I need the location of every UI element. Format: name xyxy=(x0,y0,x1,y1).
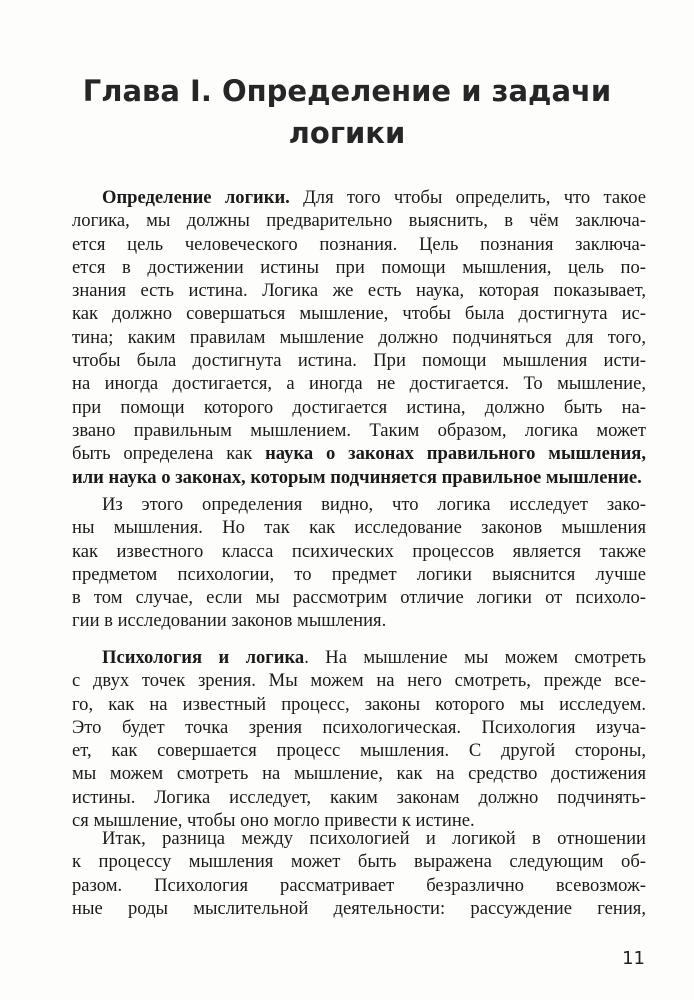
text-line: с двух точек зрения. Мы можем на него смотреть, прежде все- xyxy=(72,670,646,692)
chapter-title xyxy=(60,70,634,154)
paragraph-psychology-2 xyxy=(72,827,646,920)
definition-emphasis: наука о законах правильного мышления, xyxy=(265,443,646,465)
page-number: 11 xyxy=(622,948,645,969)
text-line: в том случае, если мы рассмотрим отличие логики от психоло- xyxy=(72,587,646,609)
paragraph-definition-2 xyxy=(72,493,646,633)
chapter-title-line-2: логики xyxy=(288,116,406,150)
text-line: Психология и логика. На мышление мы можем смотреть xyxy=(102,647,646,668)
text-line: предметом психологии, то предмет логики выяснится лучше xyxy=(72,563,646,585)
text-line: мы можем смотреть на мышление, как на средство достижения xyxy=(72,763,646,785)
chapter-title-line-1: Глава I. Определение и задачи xyxy=(82,74,612,108)
section-heading-psychology: Психология и логика xyxy=(102,647,305,668)
text-line: как должно совершаться мышление, чтобы была достигнута ис- xyxy=(72,303,646,325)
paragraph-definition xyxy=(72,186,646,489)
text-line: разом. Психология рассматривает безразлично всевозмож- xyxy=(72,874,646,896)
text-line: Определение логики. Для того чтобы определить, что такое xyxy=(102,187,646,208)
text-line: ется в достижении истины при помощи мышления, цель по- xyxy=(72,256,646,278)
text-line: ется цель человеческого познания. Цель познания заключа- xyxy=(72,233,646,255)
paragraph-psychology xyxy=(72,646,646,832)
text-line: тина; каким правилам мышление должно подчиняться для того, xyxy=(72,326,646,348)
text-line: гии в исследовании законов мышления. xyxy=(72,610,387,632)
text-line: ся мышление, чтобы оно могло привести к истине. xyxy=(72,810,475,832)
text-line: логика, мы должны предварительно выяснить, в чём заключа- xyxy=(72,210,646,232)
text-line: при помощи которого достигается истина, должно быть на- xyxy=(72,396,646,418)
text-line: звано правильным мышлением. Таким образом, логика может xyxy=(72,419,646,441)
text-line: на иногда достигается, а иногда не достигается. То мышление, xyxy=(72,373,646,395)
section-heading-definition: Определение логики. xyxy=(102,187,290,208)
definition-emphasis: или наука о законах, которым подчиняется правильное мышление. xyxy=(72,466,642,488)
text-line: к процессу мышления может быть выражена следующим об- xyxy=(72,851,646,873)
text-line: Итак, разница между психологией и логикой в отношении xyxy=(102,828,646,849)
text-line: чтобы была достигнута истина. При помощи мышления исти- xyxy=(72,350,646,372)
text-line: ет, как совершается процесс мышления. С другой стороны, xyxy=(72,740,646,762)
text-line: Из этого определения видно, что логика исследует зако- xyxy=(102,494,646,515)
text-line: ные роды мыслительной деятельности: рассуждение гения, xyxy=(72,897,646,919)
text-line: как известного класса психических процессов является также xyxy=(72,540,646,562)
text-line: истины. Логика исследует, каким законам должно подчинять- xyxy=(72,786,646,808)
text-line: ны мышления. Но так как исследование законов мышления xyxy=(72,517,646,539)
text-line: знания есть истина. Логика же есть наука, которая показывает, xyxy=(72,280,646,302)
text-line xyxy=(72,466,646,489)
text-line: Это будет точка зрения психологическая. Психология изуча- xyxy=(72,716,646,738)
text-line: быть определена как наука о законах правильного мышления, xyxy=(72,443,646,465)
text-line: го, как на известный процесс, законы которого мы исследуем. xyxy=(72,693,646,715)
